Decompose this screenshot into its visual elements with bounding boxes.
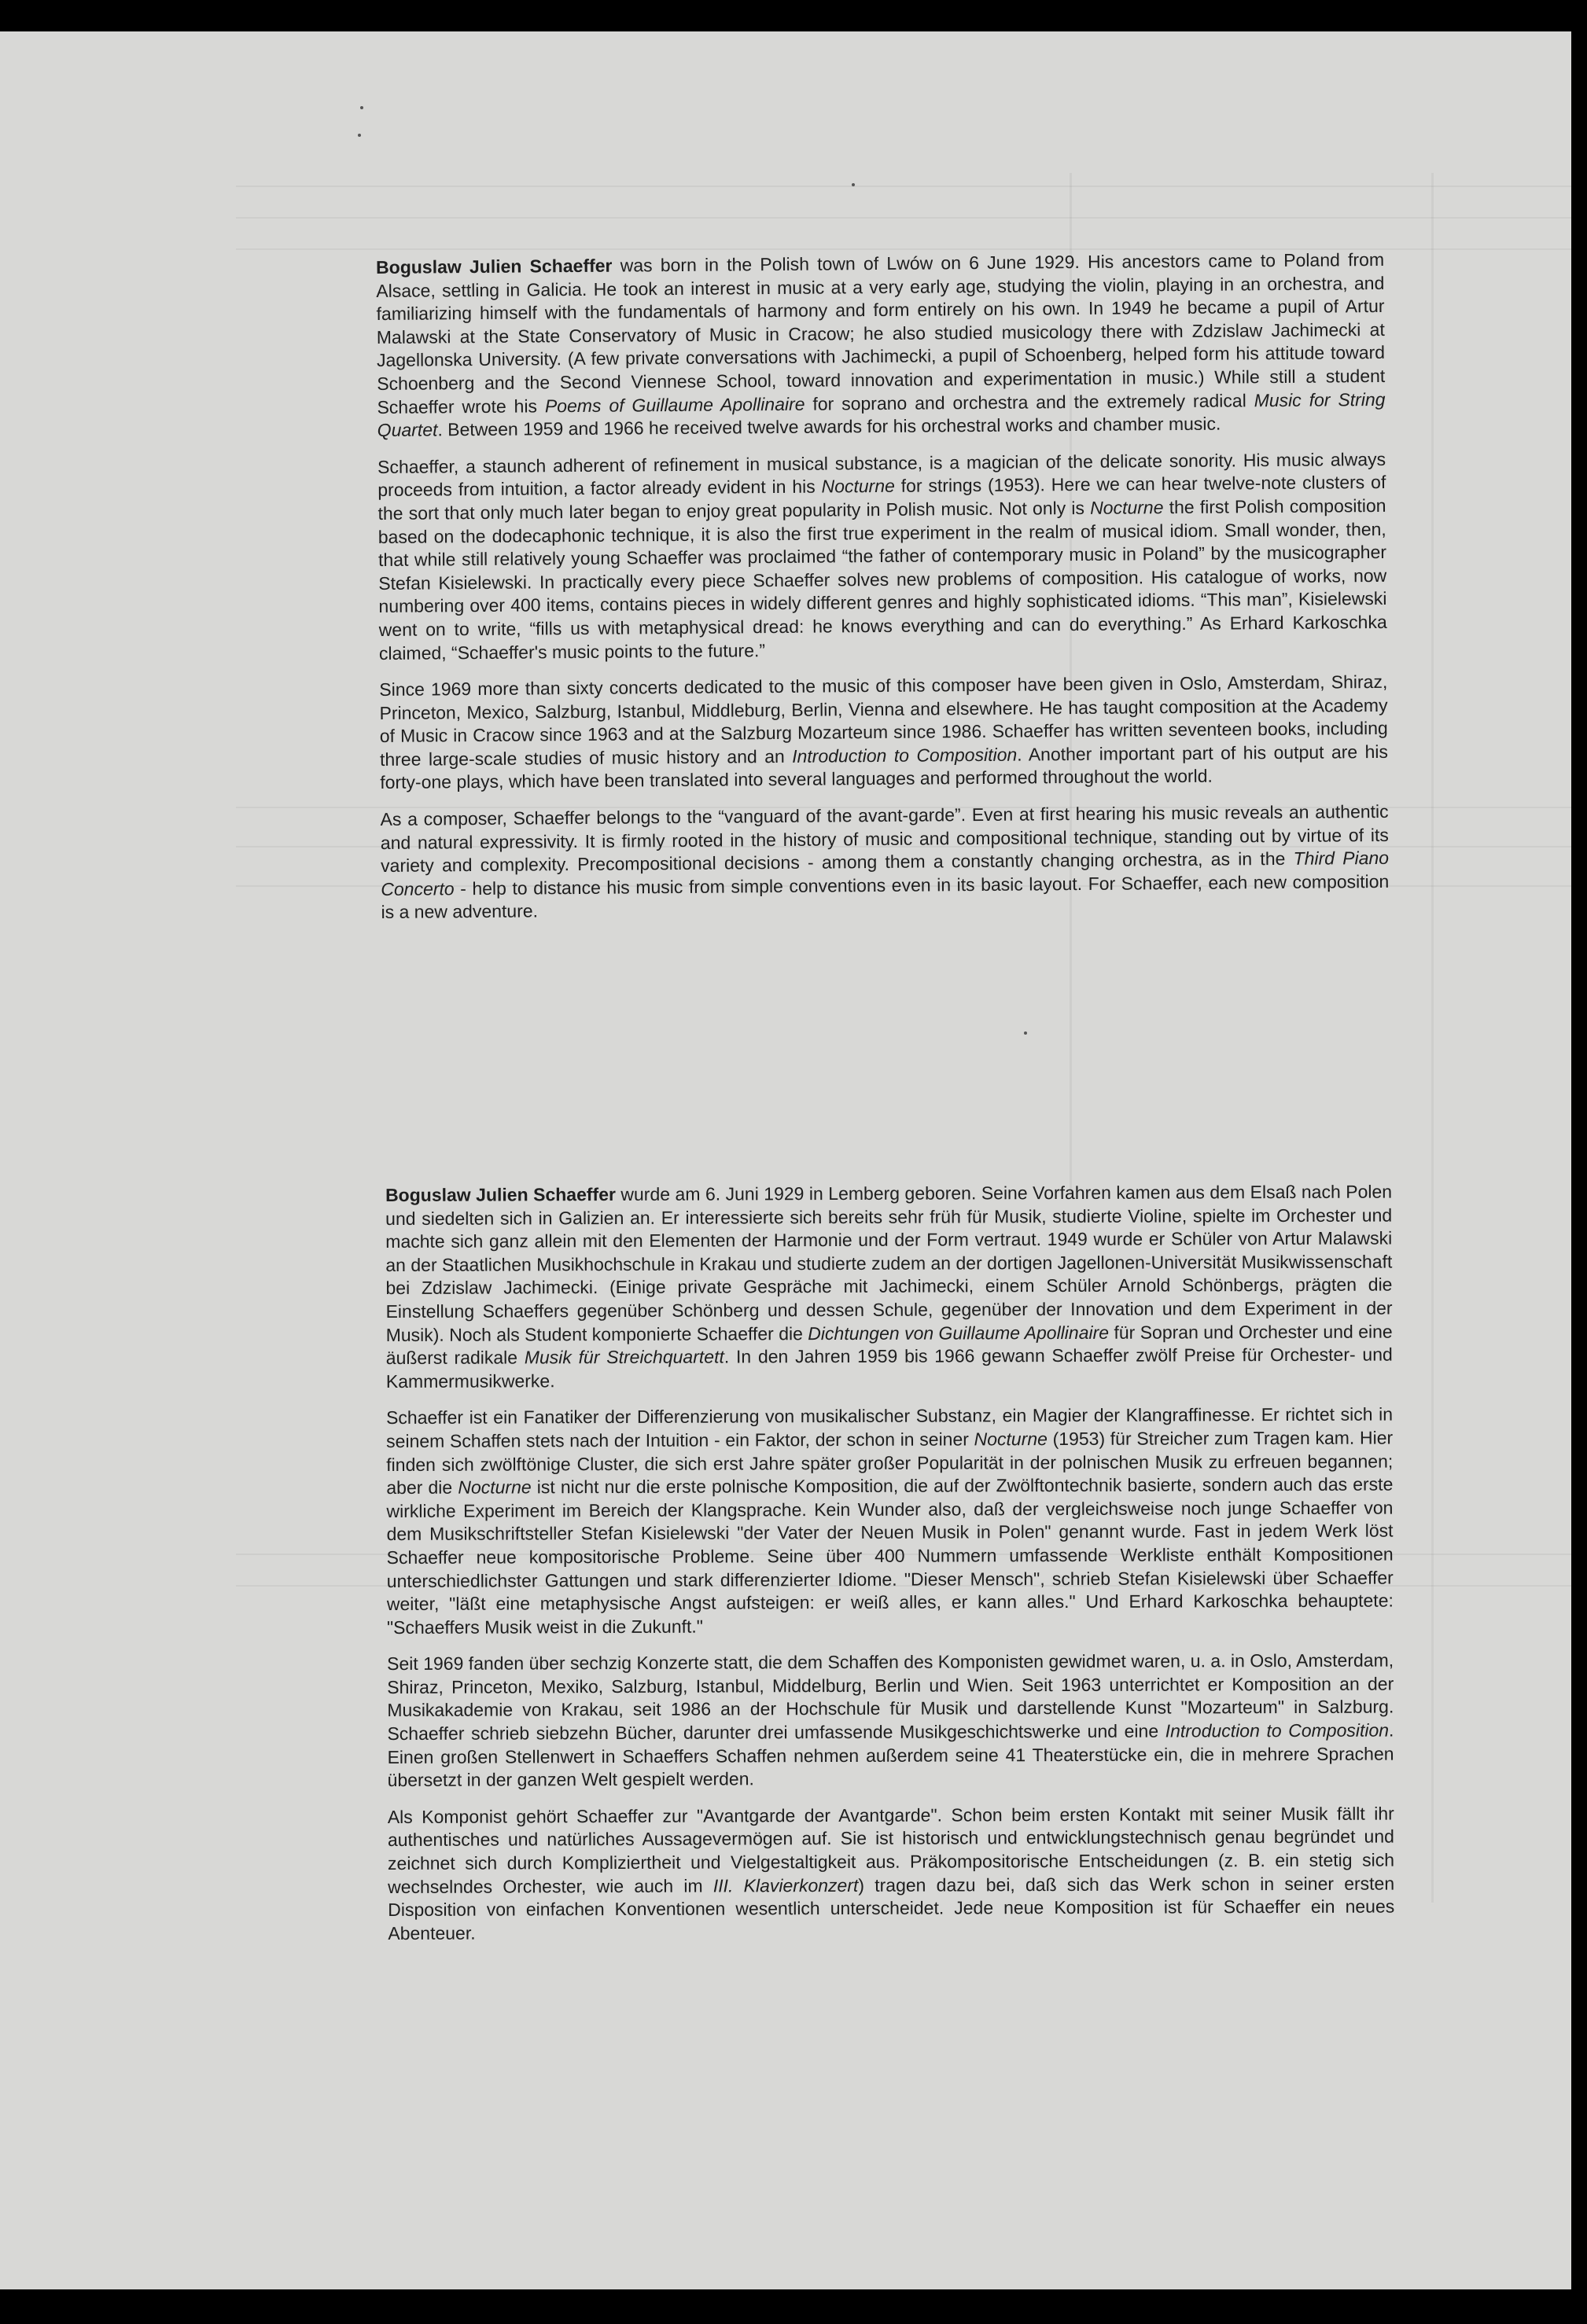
work-title: Dichtungen von Guillaume Apollinaire (808, 1322, 1110, 1344)
paragraph-text: Schaeffer, a staunch adherent of refinement in musical substance, is a magician of the delicate sonority. His music always proceeds from intuition, a factor already evident in his (377, 448, 1386, 501)
paragraph-text: the first Polish composition based on the dodecaphonic technique, it is also the first true experiment in the realm of musical idiom. Small wonder, then, that while still relatively young Schaeffer was proclaimed “the father of contemporary music in Poland” by the musicographer Stefan Kisielewski. In practically every piece Schaeffer solves new problems of composition. His catalogue of works, now numbering over 400 items, contains pieces in widely different genres and highly sophisticated idioms. “This man”, Kisielewski went on to write, “fills us with metaphysical dread: he knows everything and can do everything.” As Erhard Karkoschka claimed, “Schaeffer's music points to the future.” (377, 495, 1387, 664)
work-title: Music for String Quartet (377, 388, 1386, 441)
work-title: Nocturne (974, 1429, 1048, 1450)
german-biography (385, 1181, 1394, 1959)
work-title: Third Piano Concerto (381, 848, 1390, 899)
paragraph-text: for strings (1953). Here we can hear twelve-note clusters of the sort that only much later began to enjoy great popularity in Polish music. Not only is (377, 472, 1386, 524)
paragraph-text: Als Komponist gehört Schaeffer zur "Avantgarde der Avantgarde". Schon beim ersten Kontakt mit seiner Musik fällt ihr authentisches und natürliches Aussagevermögen auf. Sie ist historisch und entwicklungstechnisch genau begründet und zeichnet sich durch Kompliziertheit und Vielgestaltigkeit aus. Präkompositorische Entscheidungen (z. B. ein stetig sich wechselndes Orchester, wie auch im (387, 1803, 1395, 1897)
work-title: Nocturne (1090, 497, 1164, 518)
english-paragraph-4 (381, 800, 1390, 925)
paragraph-text: . Another important part of his output are his forty-one plays, which have been translated into several languages and performed throughout the world. (380, 741, 1389, 793)
work-title: Poems of Guillaume Apollinaire (544, 393, 805, 416)
work-title: Nocturne (821, 476, 895, 497)
paragraph-text: . In den Jahren 1959 bis 1966 gewann Schaeffer zwölf Preise für Orchester- und Kammermusikwerke. (385, 1344, 1393, 1392)
work-title: Musik für Streichquartett (524, 1346, 724, 1368)
scanned-page (0, 31, 1571, 2289)
paragraph-text: für Sopran und Orchester und eine äußerst radikale (385, 1321, 1393, 1369)
english-paragraph-2 (377, 448, 1387, 665)
paragraph-text: - help to distance his music from simple conventions even in its basic layout. For Schaeffer, each new composition is a new adventure. (381, 870, 1390, 923)
work-title: Introduction to Composition (1165, 1719, 1390, 1741)
paragraph-text: ist nicht nur die erste polnische Komposition, die auf der Zwölftontechnik basierte, sondern auch das erste wirkliche Experiment im Bereich der Klangsprache. Kein Wunder also, daß der vergleichsweise noch junge Schaeffer von dem Musikschriftsteller Stefan Kisielewski "der Vater der Neuen Musik in Polen" genannt wurde. Fast in jedem Werk löst Schaeffer neue kompositorische Probleme. Seine über 400 Nummern umfassende Werkliste enthält Kompositionen unterschiedlichster Gattungen und stark differenzierter Idiome. "Dieser Mensch", schrieb Stefan Kisielewski über Schaeffer weiter, "läßt eine metaphysische Angst aufsteigen: er weiß alles, er kann alles." Und Erhard Karkoschka behauptete: "Schaeffers Musik weist in die Zukunft." (386, 1473, 1394, 1638)
german-paragraph-4 (388, 1802, 1395, 1945)
paragraph-text: Since 1969 more than sixty concerts dedicated to the music of this composer have been given in Oslo, Amsterdam, Shiraz, Princeton, Mexico, Salzburg, Istanbul, Middleburg, Berlin, Vienna and elsewhere. He has taught composition at the Academy of Music in Cracow since 1963 and at the Salzburg Mozarteum since 1986. Schaeffer has written seventeen books, including three large-scale studies of music history and an (379, 671, 1388, 770)
work-title: Nocturne (458, 1476, 532, 1498)
paragraph-text: ) tragen dazu bei, daß sich das Werk schon in seiner ersten Disposition von einfachen Konventionen wesentlich unterscheidet. Jede neue Komposition ist für Schaeffer ein neues Abenteuer. (388, 1873, 1395, 1943)
work-title: III. Klavierkonzert (712, 1874, 859, 1896)
english-paragraph-3 (379, 671, 1388, 795)
german-paragraph-2 (386, 1403, 1394, 1639)
work-title: Introduction to Composition (792, 744, 1018, 767)
composer-name: Boguslaw Julien Schaeffer (385, 1183, 616, 1205)
german-paragraph-1 (385, 1181, 1393, 1394)
paragraph-text: Schaeffer ist ein Fanatiker der Differenzierung von musikalischer Substanz, ein Magier der Klangraffinesse. Er richtet sich in seinem Schaffen stets nach der Intuition - ein Faktor, der schon in seiner (385, 1403, 1394, 1451)
paragraph-text: wurde am 6. Juni 1929 in Lemberg geboren. Seine Vorfahren kamen aus dem Elsaß nach Polen und siedelten sich in Galizien an. Er interessierte sich bereits sehr früh für Musik, studierte Violine, spielte im Orchester und machte sich ganz allein mit den Elementen der Harmonie und der Form vertraut. 1949 wurde er Schüler von Artur Malawski an der Staatlichen Musikhochschule in Krakau und studierte zudem an der dortigen Jagellonen-Universität Musikwissenschaft bei Zdzislaw Jachimecki. (Einige private Gespräche mit Jachimecki, einem Schüler Arnold Schönbergs, prägten die Einstellung Schaeffers gegenüber Schönberg und dessen Schule, gegenüber der Innovation und dem Experiment in der Musik). Noch als Student komponierte Schaeffer die (385, 1181, 1393, 1345)
paragraph-text: (1953) für Streicher zum Tragen kam. Hier finden sich zwölftönige Cluster, die sich erst Jahre später großer Popularität in der polnischen Musik zu erfreuen begannen; aber die (386, 1427, 1394, 1498)
paragraph-text: . Between 1959 and 1966 he received twelve awards for his orchestral works and chamber music. (437, 413, 1221, 440)
english-paragraph-1 (376, 248, 1386, 443)
german-paragraph-3 (387, 1649, 1394, 1793)
paragraph-text: As a composer, Schaeffer belongs to the “vanguard of the avant-garde”. Even at first hearing his music reveals an authentic and natural expressivity. It is firmly rooted in the history of music and compositional technique, standing out by virtue of its variety and complexity. Precompositional decisions - among them a constantly changing orchestra, as in the (380, 800, 1389, 877)
paragraph-text: . Einen großen Stellenwert in Schaeffers Schaffen nehmen außerdem seine 41 Theaterstücke ein, die in mehrere Sprachen übersetzt in der ganzen Welt gespielt werden. (387, 1719, 1394, 1791)
english-biography (376, 248, 1390, 938)
document-sheet (0, 31, 1571, 2289)
paragraph-text: was born in the Polish town of Lwów on 6 June 1929. His ancestors came to Poland from Alsace, settling in Galicia. He took an interest in music at a very early age, studying the violin, playing in an orchestra, and familiarizing himself with the fundamentals of harmony and form entirely on his own. In 1949 he became a pupil of Artur Malawski at the State Conservatory of Music in Cracow; he also studied musicology there with Zdzislaw Jachimecki at Jagellonska University. (A few private conversations with Jachimecki, a pupil of Schoenberg, helped form his attitude toward Schoenberg and the Second Viennese School, toward innovation and experimentation in music.) While still a student Schaeffer wrote his (376, 248, 1386, 417)
composer-name: Boguslaw Julien Schaeffer (376, 255, 613, 278)
paragraph-text: for soprano and orchestra and the extremely radical (805, 389, 1254, 414)
paragraph-text: Seit 1969 fanden über sechzig Konzerte statt, die dem Schaffen des Komponisten gewidmet waren, u. a. in Oslo, Amsterdam, Shiraz, Princeton, Mexiko, Salzburg, Istanbul, Middelburg, Berlin und Wien. Seit 1963 unterrichtet er Komposition an der Musikakademie von Krakau, seit 1986 an der Hochschule für Musik und darstellende Kunst "Mozarteum" in Salzburg. Schaeffer schrieb siebzehn Bücher, darunter drei umfassende Musikgeschichtswerke und eine (387, 1649, 1394, 1745)
